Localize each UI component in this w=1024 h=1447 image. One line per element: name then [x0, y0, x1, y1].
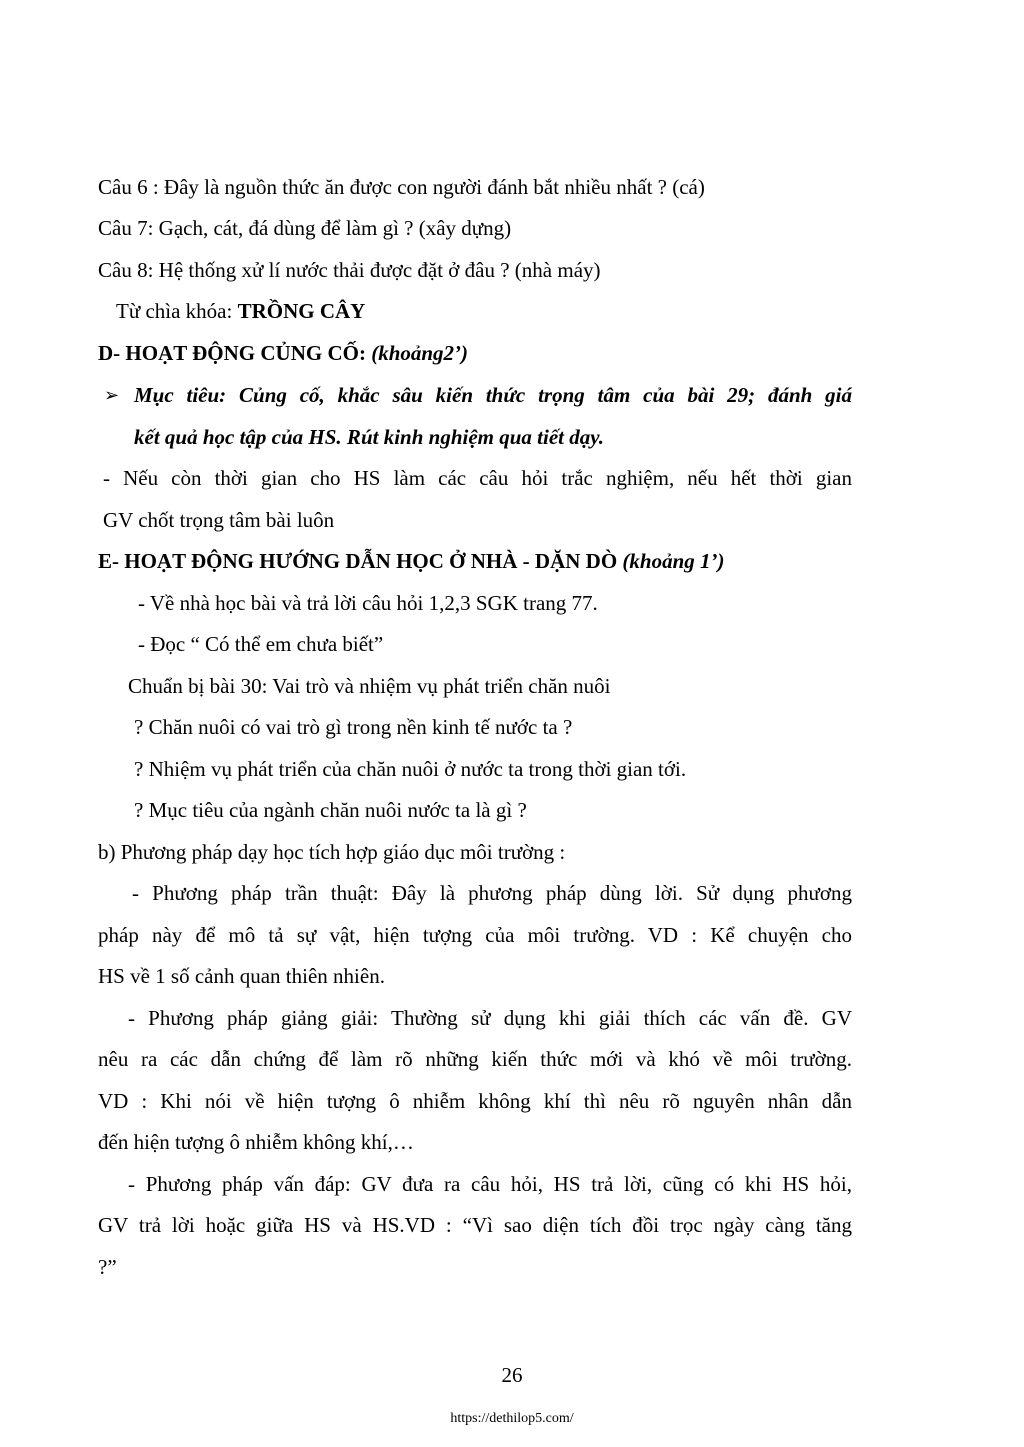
homework-item-2: - Đọc “ Có thể em chưa biết”: [138, 632, 384, 656]
section-e-heading: [98, 548, 725, 574]
method-2-line-4: đến hiện tượng ô nhiễm không khí,…: [98, 1130, 414, 1154]
method-1-line-1: - Phương pháp trần thuật: Đây là phương pháp dùng lời. Sử dụng phương: [132, 881, 852, 905]
prep-title: Chuẩn bị bài 30: Vai trò và nhiệm vụ phát triển chăn nuôi: [128, 674, 611, 698]
homework-item-1: - Về nhà học bài và trả lời câu hỏi 1,2,3 SGK trang 77.: [138, 591, 598, 615]
method-3-line-1: - Phương pháp vấn đáp: GV đưa ra câu hỏi, HS trả lời, cũng có khi HS hỏi,: [128, 1172, 852, 1196]
question-8: Câu 8: Hệ thống xử lí nước thải được đặt ở đâu ? (nhà máy): [98, 258, 601, 282]
objective-line-1: Mục tiêu: Củng cố, khắc sâu kiến thức trọng tâm của bài 29; đánh giá: [134, 383, 852, 407]
arrow-bullet-icon: ➢: [104, 385, 120, 405]
section-d-note-2: GV chốt trọng tâm bài luôn: [103, 508, 335, 532]
section-e-time: (khoảng 1’): [622, 549, 725, 573]
method-2-line-2: nêu ra các dẫn chứng để làm rõ những kiến thức mới và khó về môi trường.: [98, 1047, 852, 1071]
method-2-line-1: - Phương pháp giảng giải: Thường sử dụng khi giải thích các vấn đề. GV: [128, 1006, 852, 1030]
section-e-title: E- HOẠT ĐỘNG HƯỚNG DẪN HỌC Ở NHÀ - DẶN DÒ: [98, 549, 623, 573]
prep-question-1: ? Chăn nuôi có vai trò gì trong nền kinh tế nước ta ?: [134, 715, 573, 739]
keyword-value: TRỒNG CÂY: [237, 299, 366, 323]
method-3-line-3: ?”: [98, 1255, 117, 1279]
section-d-note-1: - Nếu còn thời gian cho HS làm các câu hỏi trắc nghiệm, nếu hết thời gian: [103, 466, 852, 490]
method-2-line-3: VD : Khi nói về hiện tượng ô nhiễm không khí thì nêu rõ nguyên nhân dẫn: [98, 1089, 852, 1113]
section-d-title: D- HOẠT ĐỘNG CỦNG CỐ:: [98, 341, 372, 365]
section-d-heading: [98, 340, 468, 366]
question-6: Câu 6 : Đây là nguồn thức ăn được con người đánh bắt nhiều nhất ? (cá): [98, 175, 705, 199]
objective-line-2: kết quả học tập của HS. Rút kinh nghiệm qua tiết dạy.: [134, 425, 605, 449]
footer-url: https://dethilop5.com/: [450, 1411, 574, 1426]
keyword-label: Từ chìa khóa:: [116, 299, 238, 323]
method-1-line-3: HS về 1 số cảnh quan thiên nhiên.: [98, 964, 385, 988]
question-7: Câu 7: Gạch, cát, đá dùng để làm gì ? (xây dựng): [98, 216, 512, 240]
method-1-line-2: pháp này để mô tả sự vật, hiện tượng của môi trường. VD : Kể chuyện cho: [98, 923, 852, 947]
prep-question-2: ? Nhiệm vụ phát triển của chăn nuôi ở nước ta trong thời gian tới.: [134, 757, 687, 781]
prep-question-3: ? Mục tiêu của ngành chăn nuôi nước ta là gì ?: [134, 798, 527, 822]
page-number: 26: [501, 1363, 523, 1387]
keyword-line: [116, 298, 365, 324]
section-d-time: (khoảng2’): [371, 341, 469, 365]
method-3-line-2: GV trả lời hoặc giữa HS và HS.VD : “Vì sao diện tích đồi trọc ngày càng tăng: [98, 1213, 852, 1237]
method-section-title: b) Phương pháp dạy học tích hợp giáo dục môi trường :: [98, 840, 566, 864]
